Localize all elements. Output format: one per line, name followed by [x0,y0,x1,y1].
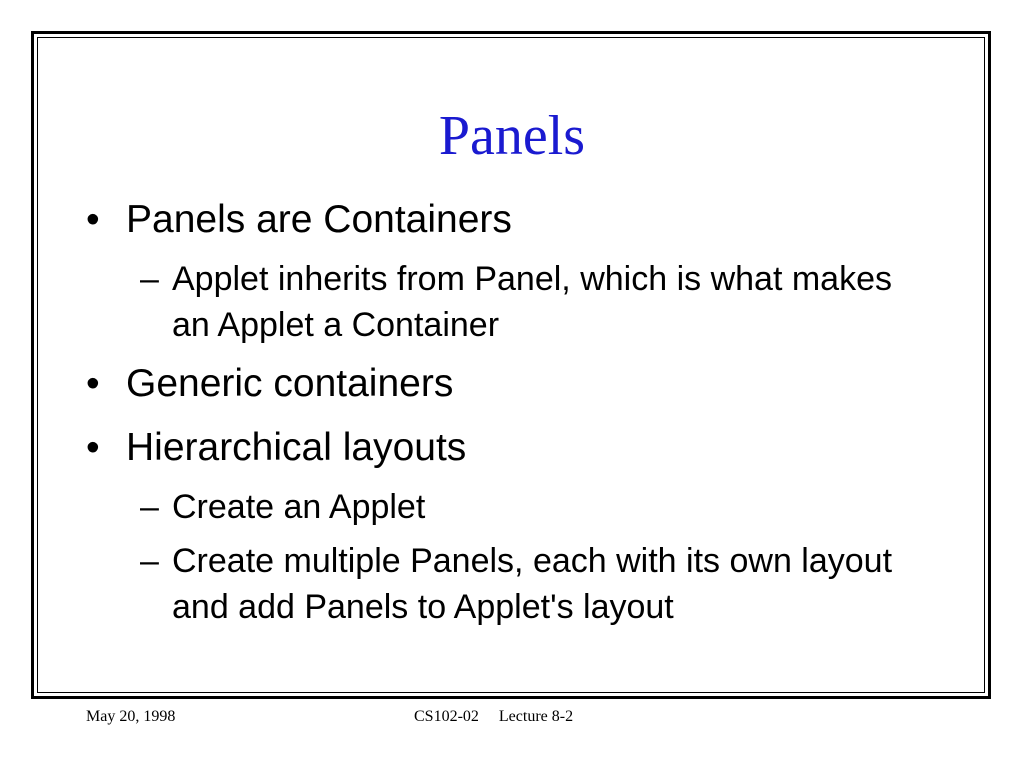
footer-date: May 20, 1998 [86,708,176,725]
sub-bullet-item [86,538,926,630]
bullet-text: Hierarchical layouts [126,426,467,469]
footer-course-text: CS102-02 Lecture 8-2 [414,708,574,725]
bullet-item [86,192,926,248]
dash-marker: – [140,488,159,526]
sub-bullet-item [86,484,926,530]
sub-bullet-text: Applet inherits from Panel, which is what makes an Applet a Container [172,260,892,344]
bullet-item [86,356,926,412]
bullet-text: Panels are Containers [126,198,512,241]
sub-bullet-text: Create an Applet [172,488,426,526]
sub-bullet-text: Create multiple Panels, each with its own layout and add Panels to Applet's layout [172,542,893,626]
bullet-item [86,420,926,476]
bullet-text: Generic containers [126,362,454,405]
dash-marker: – [140,260,159,298]
footer-course [414,708,573,726]
bullet-marker: • [86,362,100,405]
sub-bullet-item [86,256,926,348]
slide-content [86,192,926,638]
bullet-marker: • [86,198,100,241]
slide-title: Panels [438,105,586,167]
bullet-marker: • [86,426,100,469]
dash-marker: – [140,542,159,580]
